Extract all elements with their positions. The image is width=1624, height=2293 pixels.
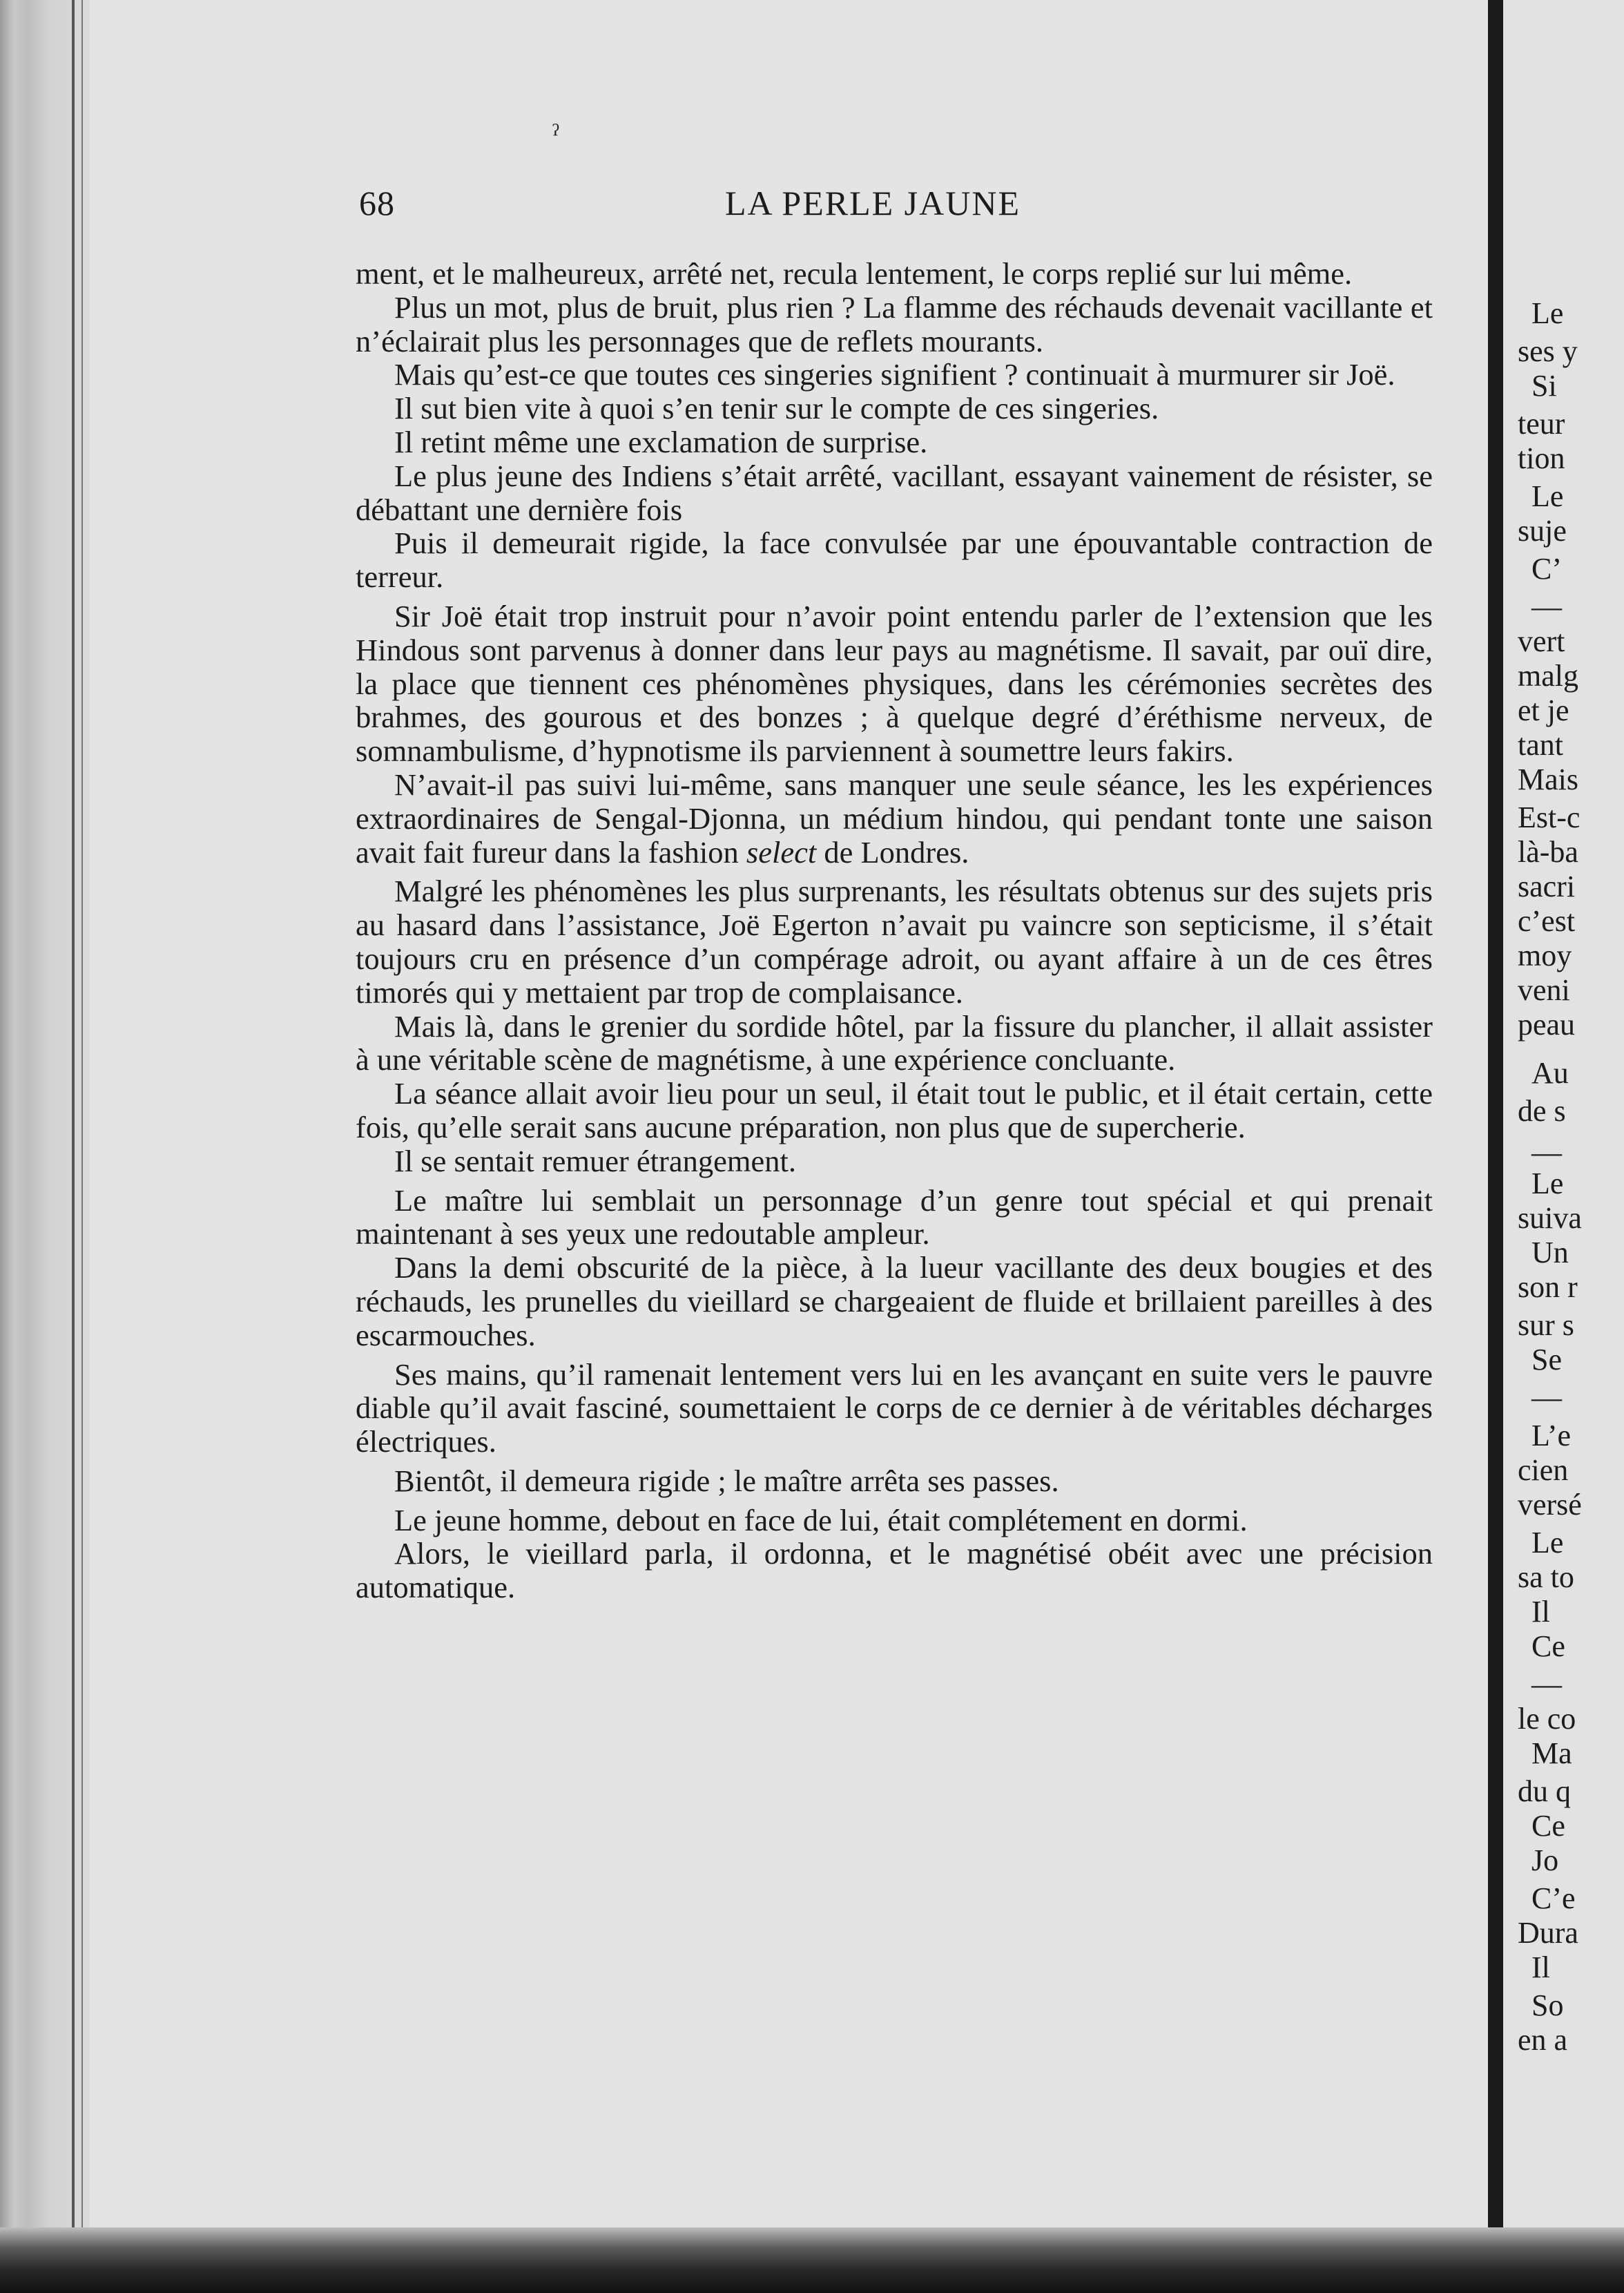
paragraph-text: N’avait-il pas suivi lui-même, sans manquer une seule séance, les les expériences extraordinaires de Sengal-Djonna, un médium hindou, qui pendant tonte une saison avait fait fureur dans la fashion bbox=[356, 767, 1433, 870]
facing-page-line: sa to bbox=[1518, 1560, 1574, 1594]
paragraph: Il retint même une exclamation de surprise. bbox=[394, 424, 928, 459]
paragraph: Sir Joë était trop instruit pour n’avoir point entendu parler de l’extension que les Hindous sont parvenus à donner dans leur pays au magnétisme. Il savait, par ouï dire, la place que tiennent ces phénomènes physiques, dans les cérémonies secrètes des brahmes, des gourous et des bonzes ; à quelque degré d’éréthisme nerveux, de somnambulisme, d’hypnotisme ils parviennent à soumettre leurs fakirs. bbox=[356, 598, 1433, 769]
facing-page-line: Le bbox=[1531, 1526, 1564, 1560]
facing-page-line: Il bbox=[1531, 1595, 1550, 1629]
stray-mark: ˀ bbox=[552, 118, 559, 149]
facing-page-line: en a bbox=[1518, 2023, 1568, 2057]
facing-page-line: — bbox=[1531, 1135, 1562, 1169]
facing-page-line: veni bbox=[1518, 973, 1570, 1007]
running-head bbox=[359, 183, 1436, 231]
page-number: 68 bbox=[359, 184, 395, 222]
scan-bottom-edge bbox=[0, 2227, 1624, 2293]
facing-page-line: Un bbox=[1531, 1236, 1569, 1269]
facing-page-line: Le bbox=[1531, 296, 1564, 330]
facing-page-line: Mais bbox=[1518, 762, 1578, 796]
paragraph: Le jeune homme, debout en face de lui, était complétement en dormi. bbox=[394, 1502, 1248, 1537]
facing-page-line: C’e bbox=[1531, 1881, 1576, 1915]
facing-page-line: suiva bbox=[1518, 1201, 1582, 1235]
facing-page-line: — bbox=[1531, 590, 1562, 624]
facing-page-line: malg bbox=[1518, 659, 1578, 693]
paragraph: Bientôt, il demeura rigide ; le maître arrêta ses passes. bbox=[394, 1463, 1059, 1498]
facing-page-line: Ma bbox=[1531, 1736, 1572, 1770]
facing-page-line: sacri bbox=[1518, 870, 1576, 903]
facing-page-line: là-ba bbox=[1518, 835, 1578, 869]
facing-page-line: Si bbox=[1531, 369, 1557, 403]
facing-page-line: — bbox=[1531, 1381, 1562, 1414]
paragraph: Plus un mot, plus de bruit, plus rien ? La flamme des réchauds devenait vacillante et n’éclairait plus les personnages que de reflets mourants. bbox=[356, 289, 1433, 358]
facing-page-line: et je bbox=[1518, 693, 1569, 727]
facing-page-line: c’est bbox=[1518, 904, 1576, 938]
facing-page-line: tant bbox=[1518, 728, 1563, 762]
facing-page-line: Ce bbox=[1531, 1629, 1565, 1663]
facing-page-line: tion bbox=[1518, 441, 1565, 475]
facing-page-line: Au bbox=[1531, 1056, 1569, 1090]
paragraph: Mais là, dans le grenier du sordide hôtel, par la fissure du plancher, il allait assister à une véritable scène de magnétisme, à une expérience concluante. bbox=[356, 1008, 1433, 1077]
facing-page-line: cien bbox=[1518, 1453, 1569, 1487]
facing-page-line: C’ bbox=[1531, 552, 1562, 586]
facing-page-line: So bbox=[1531, 1988, 1564, 2022]
facing-page-line: de s bbox=[1518, 1094, 1566, 1128]
paragraph: Alors, le vieillard parla, il ordonna, et le magnétisé obéit avec une précision automatique. bbox=[356, 1536, 1433, 1605]
facing-page-line: du q bbox=[1518, 1774, 1571, 1808]
paragraph: Malgré les phénomènes les plus surprenants, les résultats obtenus sur des sujets pris au hasard dans l’assistance, Joë Egerton n’avait pu vaincre son septicisme, il s’était toujours cru en présence d’un compérage adroit, ou ayant affaire à un de ces êtres timorés qui y mettaient par trop de complaisance. bbox=[356, 874, 1433, 1010]
gutter-line bbox=[72, 0, 75, 2238]
facing-page-line: suje bbox=[1518, 514, 1567, 548]
facing-page-line: le co bbox=[1518, 1702, 1576, 1736]
facing-page-line: sur s bbox=[1518, 1308, 1574, 1342]
facing-page-line: ses y bbox=[1518, 334, 1578, 368]
paragraph bbox=[356, 768, 1433, 869]
paragraph: Dans la demi obscurité de la pièce, à la lueur vacillante des deux bougies et des réchauds, les prunelles du vieillard se chargeaient de fluide et brillaient pareilles à des escarmouches. bbox=[356, 1250, 1433, 1352]
facing-page-line: Dura bbox=[1518, 1916, 1578, 1950]
gutter-line bbox=[81, 0, 83, 2238]
paragraph: ment, et le malheureux, arrêté net, recula lentement, le corps replié sur lui même. bbox=[356, 256, 1353, 291]
facing-page-line: peau bbox=[1518, 1008, 1576, 1042]
page-divider bbox=[1488, 0, 1503, 2231]
facing-page-line: Le bbox=[1531, 1167, 1564, 1200]
paragraph: Puis il demeurait rigide, la face convulsée par une épouvantable contraction de terreur. bbox=[356, 526, 1433, 595]
paragraph: Mais qu’est-ce que toutes ces singeries signifient ? continuait à murmurer sir Joë. bbox=[394, 357, 1395, 392]
facing-page-line: son r bbox=[1518, 1270, 1578, 1304]
facing-page-line: Se bbox=[1531, 1343, 1562, 1376]
facing-page-line: L’e bbox=[1531, 1419, 1572, 1452]
italic-word: select bbox=[746, 834, 817, 870]
facing-page-line: vert bbox=[1518, 624, 1565, 658]
facing-page-line: — bbox=[1531, 1667, 1562, 1701]
paragraph: Il sut bien vite à quoi s’en tenir sur le compte de ces singeries. bbox=[394, 391, 1159, 426]
paragraph: Il se sentait remuer étrangement. bbox=[394, 1143, 796, 1178]
paragraph: Ses mains, qu’il ramenait lentement vers lui en les avançant en suite vers le pauvre diable qu’il avait fasciné, soumettaient le corps de ce dernier à de véritables décharges électriques. bbox=[356, 1356, 1433, 1459]
facing-page-line: versé bbox=[1518, 1488, 1582, 1522]
paragraph: La séance allait avoir lieu pour un seul, il était tout le public, et il était certain, cette fois, qu’elle serait sans aucune préparation, non plus que de supercherie. bbox=[356, 1076, 1433, 1144]
facing-page-line: Ce bbox=[1531, 1809, 1565, 1843]
paragraph-text: de Londres. bbox=[824, 834, 969, 870]
binding-gutter bbox=[0, 0, 90, 2293]
facing-page-line: moy bbox=[1518, 939, 1572, 972]
facing-page-line: Jo bbox=[1531, 1843, 1559, 1877]
facing-page-line: Il bbox=[1531, 1950, 1550, 1984]
facing-page-line: Le bbox=[1531, 479, 1564, 513]
paragraph: Le maître lui semblait un personnage d’un genre tout spécial et qui prenait maintenant à ses yeux une redoutable ampleur. bbox=[356, 1182, 1433, 1251]
facing-page-line: Est-c bbox=[1518, 800, 1580, 834]
facing-page-line: teur bbox=[1518, 407, 1565, 441]
paragraph: Le plus jeune des Indiens s’était arrêté, vacillant, essayant vainement de résister, se débattant une dernière fois bbox=[356, 458, 1433, 527]
page-title: LA PERLE JAUNE bbox=[725, 184, 1021, 222]
body-text bbox=[356, 257, 1433, 1604]
